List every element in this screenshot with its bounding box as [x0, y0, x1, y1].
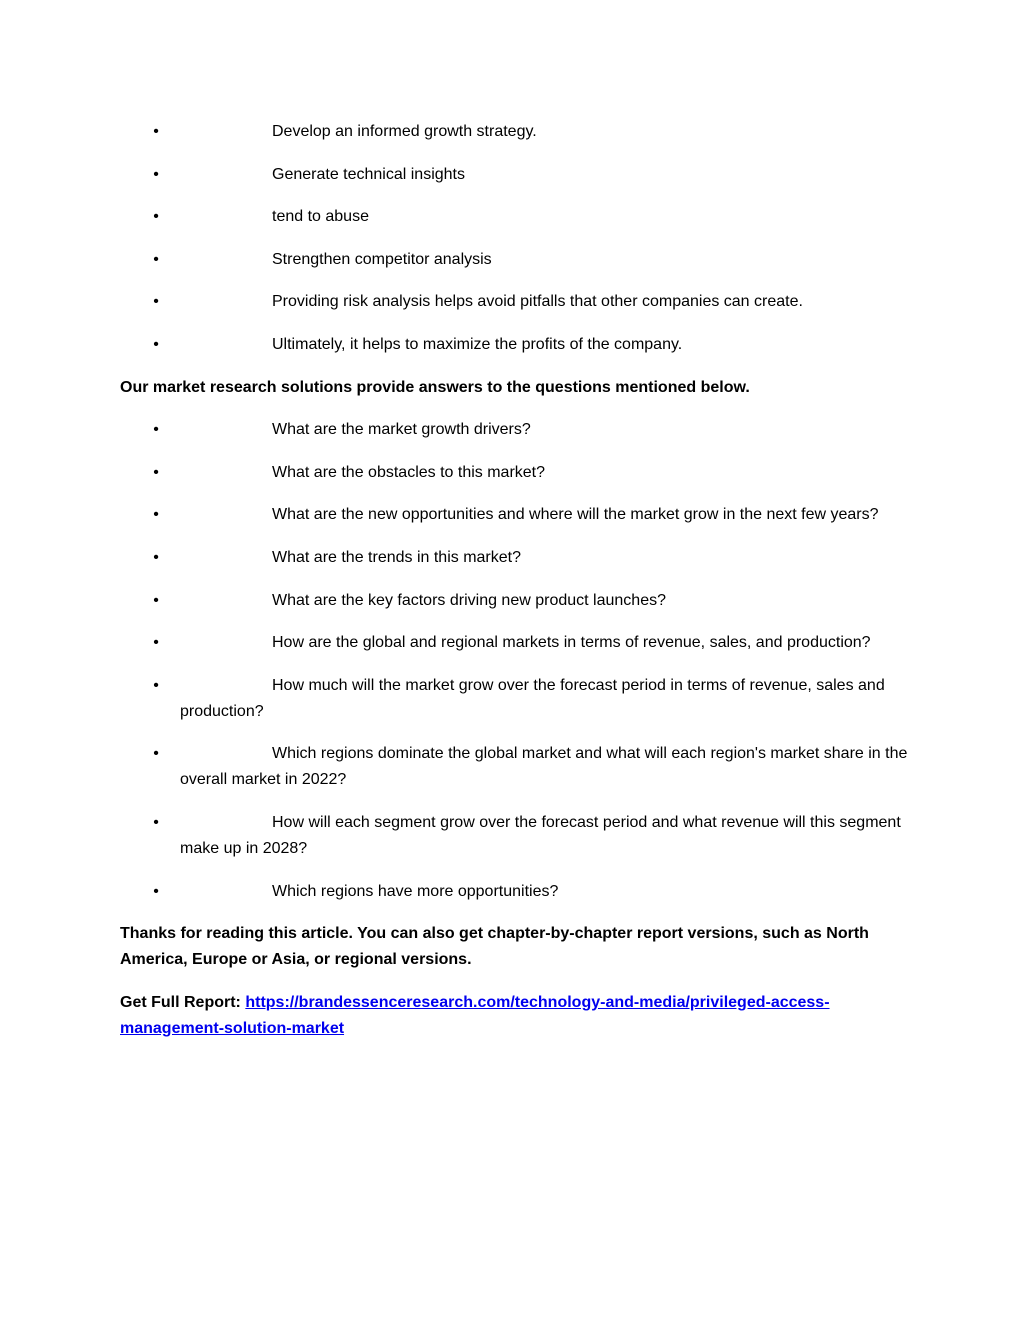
list-item-text: What are the market growth drivers? — [272, 421, 531, 439]
closing-paragraph: Thanks for reading this article. You can also get chapter-by-chapter report versions, such as North America, Europe or Asia, or regional versions. — [120, 925, 869, 969]
list-item — [120, 673, 910, 725]
list-item-text: What are the trends in this market? — [272, 548, 521, 566]
bullet-icon: • — [153, 745, 159, 763]
list-item-text: What are the new opportunities and where will the market grow in the next few years? — [272, 506, 879, 524]
list-item-text: Generate technical insights — [272, 165, 465, 183]
list-item — [120, 332, 910, 358]
list-item-text: Develop an informed growth strategy. — [272, 123, 537, 140]
list-item-text: Providing risk analysis helps avoid pitfalls that other companies can create. — [272, 293, 803, 311]
full-report-paragraph — [120, 990, 910, 1042]
list-item — [120, 417, 910, 443]
questions-list — [120, 417, 910, 904]
list-item — [120, 588, 910, 614]
bullet-icon: • — [153, 293, 159, 311]
list-item-text: How much will the market grow over the forecast period in terms of revenue, sales and production? — [180, 676, 885, 720]
list-item — [120, 289, 910, 315]
bullet-icon: • — [153, 548, 159, 566]
document-content — [120, 119, 910, 1058]
list-item-text: What are the key factors driving new product launches? — [272, 591, 666, 609]
questions-heading: Our market research solutions provide answers to the questions mentioned below. — [120, 378, 750, 396]
list-item — [120, 810, 910, 862]
full-report-link[interactable]: https://brandessenceresearch.com/technology-and-media/privileged-access-management-solution-market — [120, 993, 830, 1037]
list-item — [120, 630, 910, 656]
bullet-icon: • — [153, 335, 159, 353]
bullet-icon: • — [153, 250, 159, 268]
list-item — [120, 247, 910, 273]
bullet-icon: • — [153, 506, 159, 524]
list-item — [120, 162, 910, 188]
list-item — [120, 741, 910, 793]
bullet-icon: • — [153, 676, 159, 694]
list-item — [120, 879, 910, 905]
list-item — [120, 119, 910, 145]
full-report-label: Get Full Report: — [120, 993, 241, 1011]
bullet-icon: • — [153, 591, 159, 609]
bullet-icon: • — [153, 165, 159, 183]
list-item-text: Which regions dominate the global market and what will each region's market share in the overall market in 2022? — [180, 745, 908, 789]
bullet-icon: • — [153, 463, 159, 481]
list-item-text: Strengthen competitor analysis — [272, 250, 492, 268]
list-item-text: How will each segment grow over the forecast period and what revenue will this segment make up in 2028? — [180, 813, 901, 857]
bullet-icon: • — [153, 421, 159, 439]
list-item-text: tend to abuse — [272, 208, 369, 226]
bullet-icon: • — [153, 123, 159, 140]
bullet-icon: • — [153, 634, 159, 652]
list-item — [120, 460, 910, 486]
bullet-icon: • — [153, 882, 159, 900]
benefits-list — [120, 119, 910, 358]
list-item — [120, 502, 910, 528]
list-item-text: Ultimately, it helps to maximize the profits of the company. — [272, 335, 683, 353]
list-item — [120, 545, 910, 571]
bullet-icon: • — [153, 208, 159, 226]
list-item-text: Which regions have more opportunities? — [272, 882, 559, 900]
list-item-text: How are the global and regional markets in terms of revenue, sales, and production? — [272, 634, 871, 652]
list-item-text: What are the obstacles to this market? — [272, 463, 546, 481]
bullet-icon: • — [153, 813, 159, 831]
list-item — [120, 204, 910, 230]
